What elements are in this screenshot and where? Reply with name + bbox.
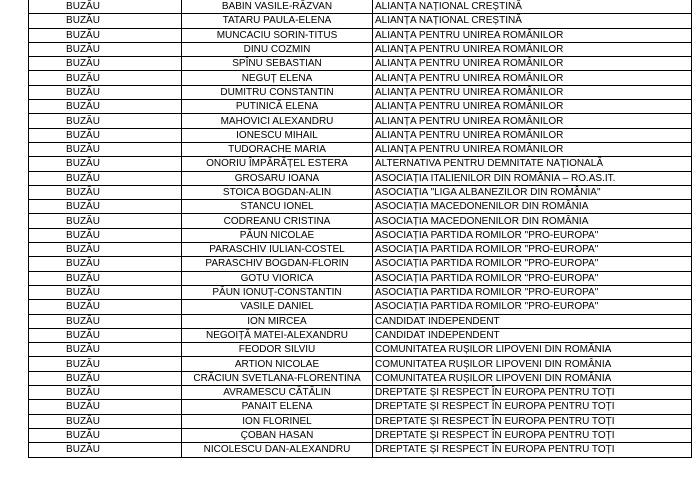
party-cell: ALIANȚA PENTRU UNIREA ROMÂNILOR — [373, 28, 692, 42]
candidate-name-cell: ARTION NICOLAE — [182, 357, 373, 371]
party-cell: ALTERNATIVA PENTRU DEMNITATE NAȚIONALĂ — [373, 157, 692, 171]
county-cell: BUZĂU — [29, 257, 182, 271]
party-cell: ASOCIAȚIA MACEDONENILOR DIN ROMÂNIA — [373, 214, 692, 228]
county-cell: BUZĂU — [29, 371, 182, 385]
table-row — [29, 185, 692, 199]
candidates-table-body — [29, 0, 692, 457]
party-cell: ASOCIAȚIA ITALIENILOR DIN ROMÂNIA – RO.AS.IT. — [373, 171, 692, 185]
county-cell: BUZĂU — [29, 285, 182, 299]
table-row — [29, 300, 692, 314]
candidate-name-cell: GROSARU IOANA — [182, 171, 373, 185]
party-cell: ALIANȚA PENTRU UNIREA ROMÂNILOR — [373, 85, 692, 99]
candidate-name-cell: CRĂCIUN SVETLANA-FLORENTINA — [182, 371, 373, 385]
county-cell: BUZĂU — [29, 128, 182, 142]
candidate-name-cell: IONESCU MIHAIL — [182, 128, 373, 142]
party-cell: ASOCIAȚIA PARTIDA ROMILOR "PRO-EUROPA" — [373, 257, 692, 271]
county-cell: BUZĂU — [29, 428, 182, 442]
party-cell: ASOCIAȚIA PARTIDA ROMILOR "PRO-EUROPA" — [373, 300, 692, 314]
candidate-name-cell: CODREANU CRISTINA — [182, 214, 373, 228]
party-cell: ASOCIAȚIA PARTIDA ROMILOR "PRO-EUROPA" — [373, 271, 692, 285]
candidate-name-cell: ONORIU ÎMPĂRĂȚEL ESTERA — [182, 157, 373, 171]
candidate-name-cell: PANAIT ELENA — [182, 400, 373, 414]
party-cell: CANDIDAT INDEPENDENT — [373, 314, 692, 328]
candidate-name-cell: TATARU PAULA-ELENA — [182, 14, 373, 28]
party-cell: ALIANȚA PENTRU UNIREA ROMÂNILOR — [373, 142, 692, 156]
party-cell: ASOCIAȚIA "LIGA ALBANEZILOR DIN ROMÂNIA" — [373, 185, 692, 199]
candidate-name-cell: DINU COZMIN — [182, 42, 373, 56]
table-row — [29, 171, 692, 185]
candidate-name-cell: PĂUN NICOLAE — [182, 228, 373, 242]
county-cell: BUZĂU — [29, 314, 182, 328]
county-cell: BUZĂU — [29, 357, 182, 371]
table-row — [29, 200, 692, 214]
party-cell: ALIANȚA PENTRU UNIREA ROMÂNILOR — [373, 114, 692, 128]
table-row — [29, 386, 692, 400]
county-cell: BUZĂU — [29, 271, 182, 285]
county-cell: BUZĂU — [29, 100, 182, 114]
party-cell: DREPTATE ȘI RESPECT ÎN EUROPA PENTRU TOȚI — [373, 443, 692, 457]
party-cell: ASOCIAȚIA PARTIDA ROMILOR "PRO-EUROPA" — [373, 285, 692, 299]
party-cell: ALIANȚA NAȚIONAL CREȘTINĂ — [373, 14, 692, 28]
table-row — [29, 228, 692, 242]
candidate-name-cell: PĂUN IONUȚ-CONSTANTIN — [182, 285, 373, 299]
party-cell: CANDIDAT INDEPENDENT — [373, 328, 692, 342]
table-row — [29, 85, 692, 99]
candidate-name-cell: STANCU IONEL — [182, 200, 373, 214]
candidate-name-cell: BABIN VASILE-RĂZVAN — [182, 0, 373, 14]
county-cell: BUZĂU — [29, 14, 182, 28]
candidates-table — [28, 0, 692, 458]
party-cell: COMUNITATEA RUȘILOR LIPOVENI DIN ROMÂNIA — [373, 357, 692, 371]
county-cell: BUZĂU — [29, 200, 182, 214]
table-row — [29, 443, 692, 457]
table-row — [29, 28, 692, 42]
party-cell: ALIANȚA PENTRU UNIREA ROMÂNILOR — [373, 71, 692, 85]
candidate-name-cell: NEGUȚ ELENA — [182, 71, 373, 85]
table-row — [29, 142, 692, 156]
candidate-name-cell: SPÎNU SEBASTIAN — [182, 57, 373, 71]
candidate-name-cell: NICOLESCU DAN-ALEXANDRU — [182, 443, 373, 457]
party-cell: DREPTATE ȘI RESPECT ÎN EUROPA PENTRU TOȚI — [373, 400, 692, 414]
candidate-name-cell: MAHOVICI ALEXANDRU — [182, 114, 373, 128]
candidate-name-cell: AVRAMESCU CĂTĂLIN — [182, 386, 373, 400]
table-row — [29, 243, 692, 257]
county-cell: BUZĂU — [29, 71, 182, 85]
party-cell: ASOCIAȚIA MACEDONENILOR DIN ROMÂNIA — [373, 200, 692, 214]
table-row — [29, 128, 692, 142]
candidate-name-cell: STOICA BOGDAN-ALIN — [182, 185, 373, 199]
candidate-name-cell: FEODOR SILVIU — [182, 343, 373, 357]
candidate-name-cell: PUTINICĂ ELENA — [182, 100, 373, 114]
county-cell: BUZĂU — [29, 386, 182, 400]
table-row — [29, 343, 692, 357]
table-row — [29, 285, 692, 299]
county-cell: BUZĂU — [29, 185, 182, 199]
county-cell: BUZĂU — [29, 228, 182, 242]
party-cell: COMUNITATEA RUȘILOR LIPOVENI DIN ROMÂNIA — [373, 371, 692, 385]
table-row — [29, 414, 692, 428]
party-cell: ASOCIAȚIA PARTIDA ROMILOR "PRO-EUROPA" — [373, 228, 692, 242]
party-cell: ASOCIAȚIA PARTIDA ROMILOR "PRO-EUROPA" — [373, 243, 692, 257]
county-cell: BUZĂU — [29, 171, 182, 185]
table-row — [29, 0, 692, 14]
table-row — [29, 57, 692, 71]
county-cell: BUZĂU — [29, 443, 182, 457]
county-cell: BUZĂU — [29, 142, 182, 156]
county-cell: BUZĂU — [29, 214, 182, 228]
table-row — [29, 257, 692, 271]
candidate-name-cell: GOTU VIORICA — [182, 271, 373, 285]
county-cell: BUZĂU — [29, 328, 182, 342]
party-cell: ALIANȚA PENTRU UNIREA ROMÂNILOR — [373, 128, 692, 142]
candidate-name-cell: ÇOBAN HASAN — [182, 428, 373, 442]
candidate-name-cell: ION MIRCEA — [182, 314, 373, 328]
county-cell: BUZĂU — [29, 0, 182, 14]
party-cell: ALIANȚA PENTRU UNIREA ROMÂNILOR — [373, 57, 692, 71]
party-cell: ALIANȚA NAȚIONAL CREȘTINĂ — [373, 0, 692, 14]
table-row — [29, 157, 692, 171]
county-cell: BUZĂU — [29, 114, 182, 128]
table-row — [29, 328, 692, 342]
candidate-name-cell: PARASCHIV IULIAN-COSTEL — [182, 243, 373, 257]
county-cell: BUZĂU — [29, 300, 182, 314]
party-cell: DREPTATE ȘI RESPECT ÎN EUROPA PENTRU TOȚI — [373, 428, 692, 442]
table-row — [29, 100, 692, 114]
county-cell: BUZĂU — [29, 157, 182, 171]
candidate-name-cell: DUMITRU CONSTANTIN — [182, 85, 373, 99]
county-cell: BUZĂU — [29, 343, 182, 357]
table-row — [29, 357, 692, 371]
candidate-name-cell: PARASCHIV BOGDAN-FLORIN — [182, 257, 373, 271]
party-cell: DREPTATE ȘI RESPECT ÎN EUROPA PENTRU TOȚI — [373, 386, 692, 400]
party-cell: ALIANȚA PENTRU UNIREA ROMÂNILOR — [373, 42, 692, 56]
table-row — [29, 214, 692, 228]
table-row — [29, 314, 692, 328]
table-row — [29, 400, 692, 414]
candidate-name-cell: VASILE DANIEL — [182, 300, 373, 314]
candidate-name-cell: NEGOIȚĂ MATEI-ALEXANDRU — [182, 328, 373, 342]
party-cell: COMUNITATEA RUȘILOR LIPOVENI DIN ROMÂNIA — [373, 343, 692, 357]
county-cell: BUZĂU — [29, 400, 182, 414]
county-cell: BUZĂU — [29, 85, 182, 99]
table-row — [29, 42, 692, 56]
county-cell: BUZĂU — [29, 57, 182, 71]
table-row — [29, 71, 692, 85]
county-cell: BUZĂU — [29, 414, 182, 428]
table-row — [29, 428, 692, 442]
candidate-name-cell: ION FLORINEL — [182, 414, 373, 428]
party-cell: ALIANȚA PENTRU UNIREA ROMÂNILOR — [373, 100, 692, 114]
county-cell: BUZĂU — [29, 42, 182, 56]
table-row — [29, 371, 692, 385]
county-cell: BUZĂU — [29, 243, 182, 257]
table-row — [29, 114, 692, 128]
party-cell: DREPTATE ȘI RESPECT ÎN EUROPA PENTRU TOȚI — [373, 414, 692, 428]
candidate-name-cell: MUNCACIU SORIN-TITUS — [182, 28, 373, 42]
table-row — [29, 14, 692, 28]
candidate-name-cell: TUDORACHE MARIA — [182, 142, 373, 156]
county-cell: BUZĂU — [29, 28, 182, 42]
table-row — [29, 271, 692, 285]
